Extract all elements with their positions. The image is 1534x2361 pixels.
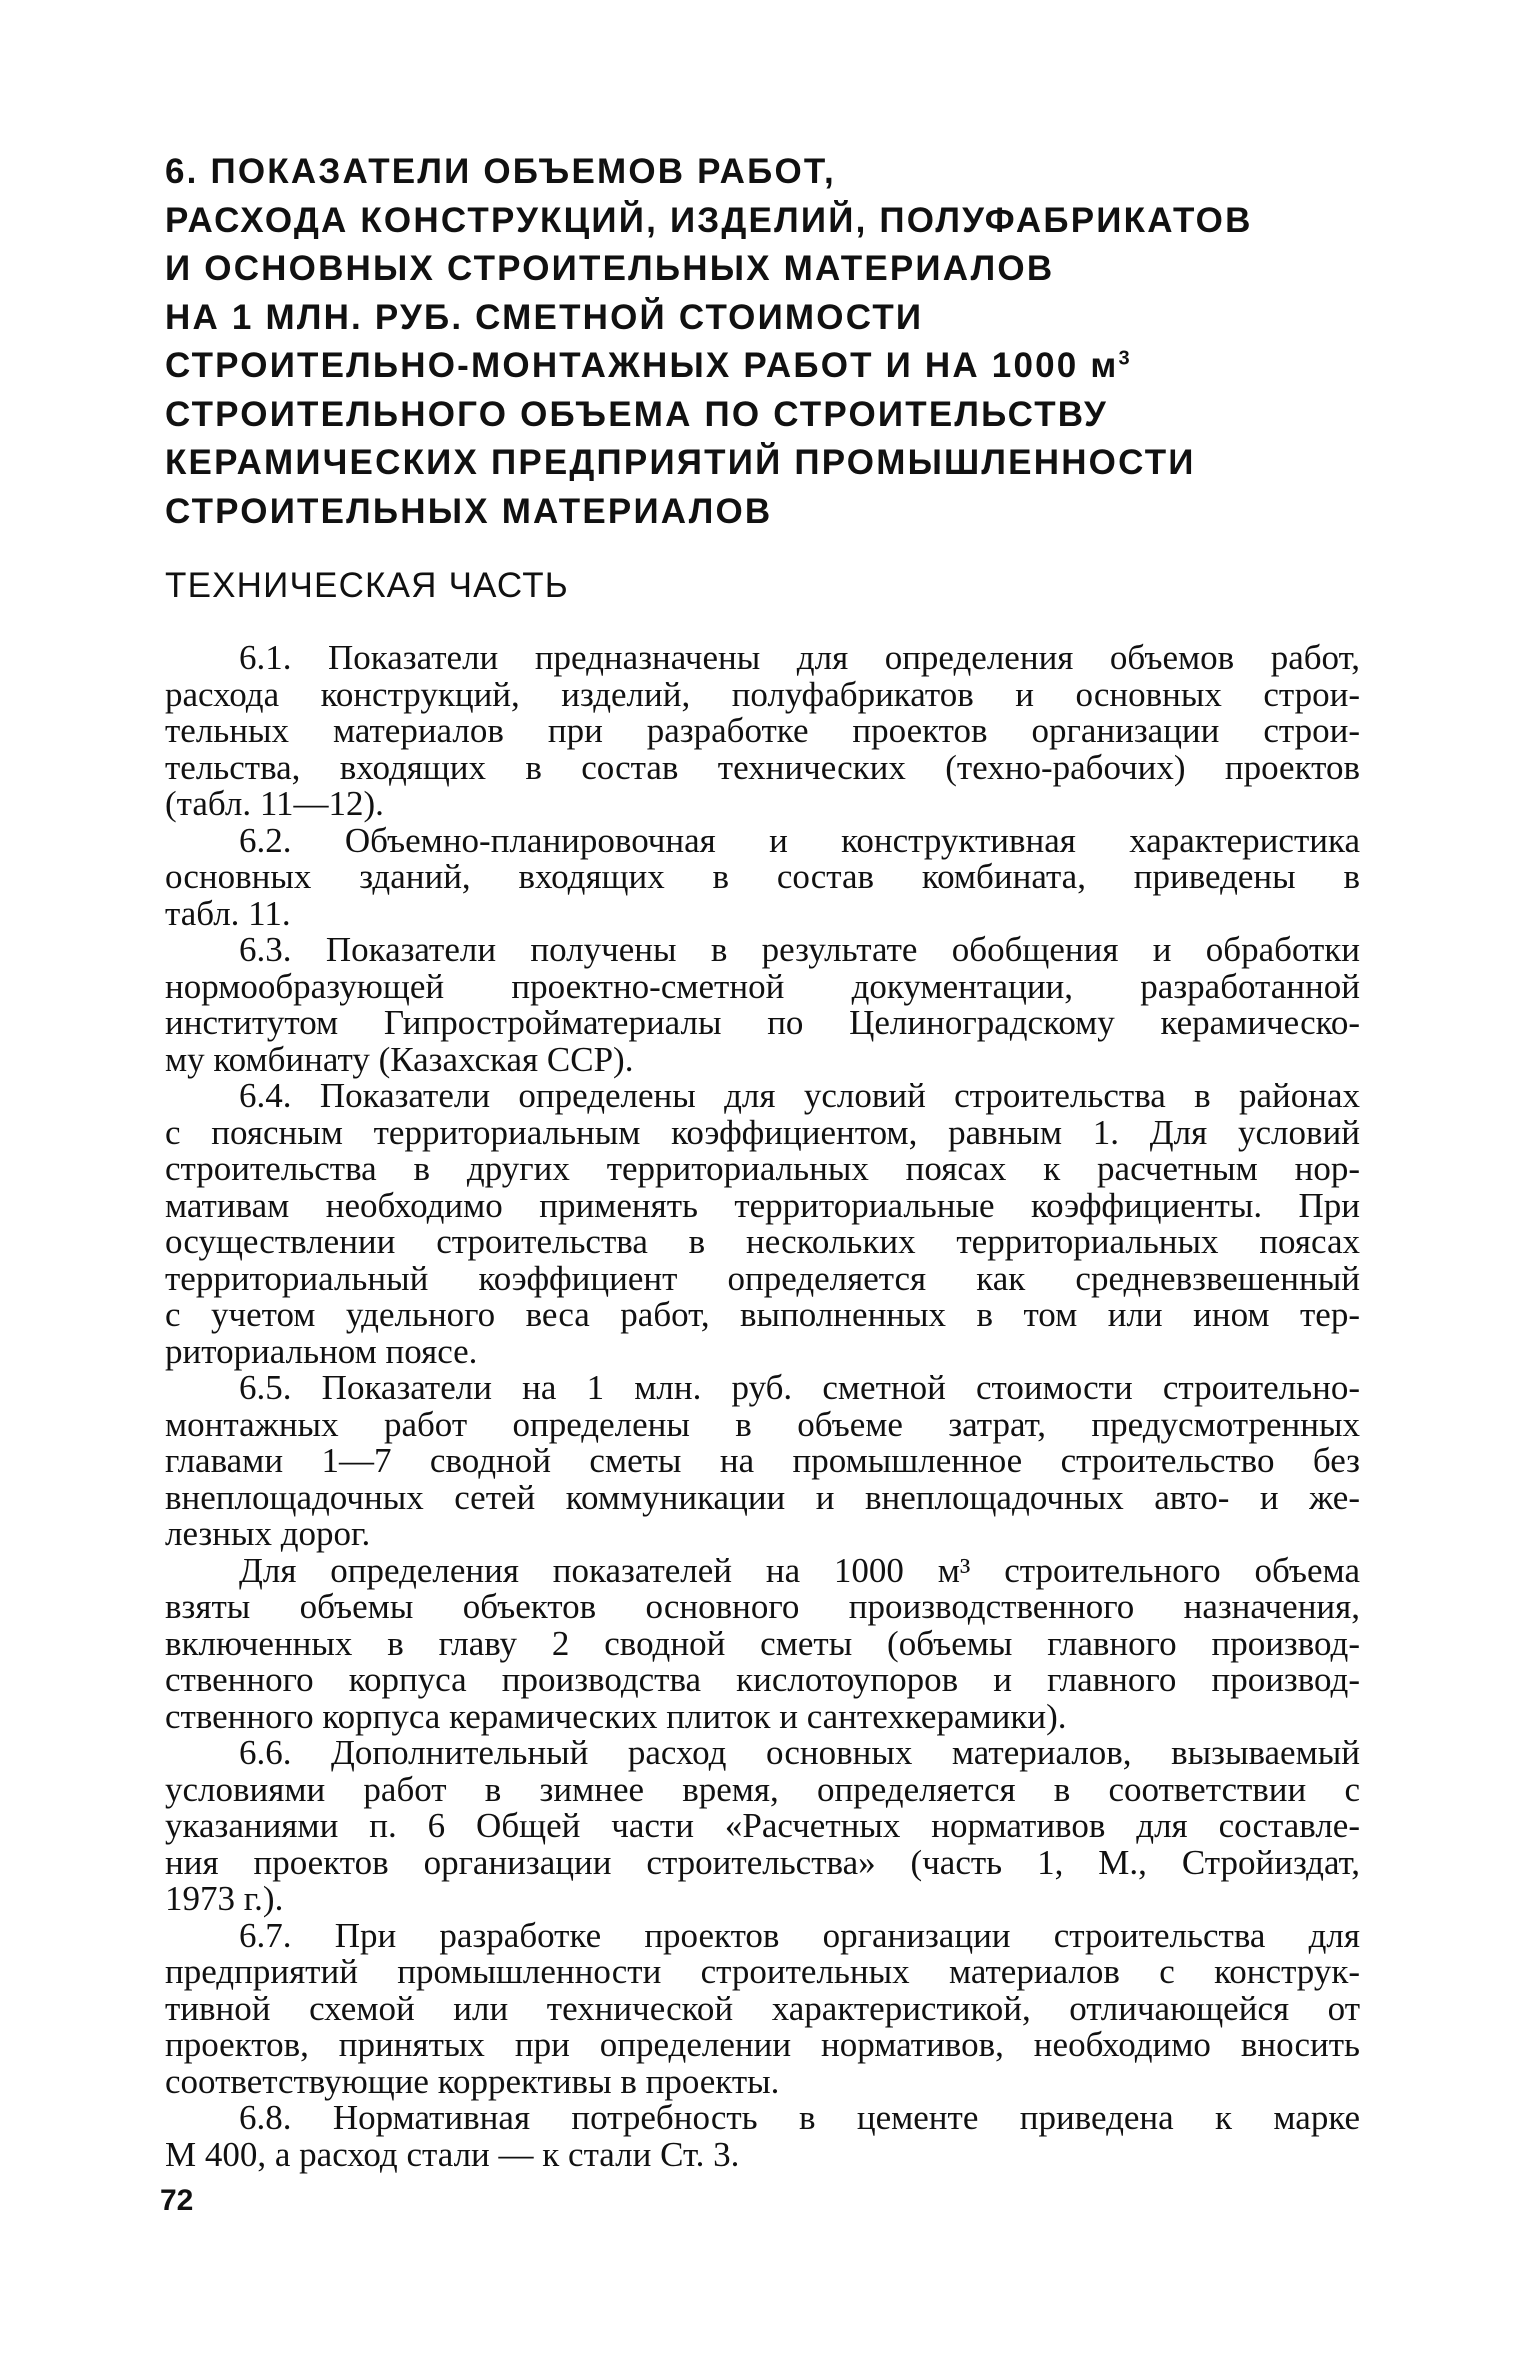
text-line: 6.1. Показатели предназначены для определения объемов работ,	[239, 638, 1360, 677]
paragraph-6-4	[165, 1078, 1360, 1370]
text-line: мативам необходимо применять территориальные коэффициенты. При	[165, 1185, 1360, 1225]
text-line: указаниями п. 6 Общей части «Расчетных нормативов для составле-	[165, 1806, 1360, 1845]
text-line: ственного корпуса производства кислотоупоров и главного производ-	[165, 1660, 1360, 1699]
heading-line: СТРОИТЕЛЬНЫХ МАТЕРИАЛОВ	[165, 491, 773, 531]
text-line: табл. 11.	[165, 893, 291, 933]
text-line: условиями работ в зимнее время, определяется в соответствии с	[165, 1769, 1360, 1809]
paragraph-6-5-continued	[165, 1550, 1360, 1736]
text-line: 6.5. Показатели на 1 млн. руб. сметной стоимости строительно-	[239, 1368, 1360, 1407]
heading-line: КЕРАМИЧЕСКИХ ПРЕДПРИЯТИЙ ПРОМЫШЛЕННОСТИ	[165, 443, 1196, 482]
text-line: осуществлении строительства в нескольких территориальных поясах	[165, 1222, 1360, 1261]
text-line: тельных материалов при разработке проектов организации строи-	[165, 711, 1360, 750]
text-line: соответствующие коррективы в проекты.	[165, 2061, 780, 2101]
body-text	[165, 640, 1360, 2173]
text-line: риториальном поясе.	[165, 1331, 478, 1371]
text-line: проектов, принятых при определении нормативов, необходимо вносить	[165, 2025, 1360, 2064]
heading-line: РАСХОДА КОНСТРУКЦИЙ, ИЗДЕЛИЙ, ПОЛУФАБРИКАТОВ	[165, 200, 1253, 240]
text-line: ния проектов организации строительства» (часть 1, М., Стройиздат,	[165, 1842, 1360, 1882]
text-line: нормообразующей проектно-сметной документации, разработанной	[165, 966, 1360, 1006]
heading-line: 6. ПОКАЗАТЕЛИ ОБЪЕМОВ РАБОТ,	[165, 152, 836, 191]
text-line: монтажных работ определены в объеме затрат, предусмотренных	[165, 1404, 1360, 1444]
paragraph-6-8	[165, 2100, 1360, 2173]
text-line: лезных дорог.	[165, 1514, 371, 1553]
text-line: территориальный коэффициент определяется как средневзвешенный	[165, 1258, 1360, 1298]
text-line: тельства, входящих в состав технических (техно-рабочих) проектов	[165, 747, 1360, 787]
text-line: 6.6. Дополнительный расход основных материалов, вызываемый	[239, 1733, 1360, 1772]
text-line: (табл. 11—12).	[165, 784, 384, 823]
heading-line-text: СТРОИТЕЛЬНО-МОНТАЖНЫХ РАБОТ И НА 1000 м	[165, 346, 1119, 385]
section-heading	[165, 148, 1365, 536]
paragraph-6-2	[165, 820, 1360, 933]
heading-line-with-superscript	[165, 342, 1365, 391]
text-line: институтом Гипростройматериалы по Целиноградскому керамическо-	[165, 1003, 1360, 1042]
paragraph-6-3	[165, 932, 1360, 1078]
heading-line: И ОСНОВНЫХ СТРОИТЕЛЬНЫХ МАТЕРИАЛОВ	[165, 249, 1055, 288]
text-line: расхода конструкций, изделий, полуфабрикатов и основных строи-	[165, 674, 1360, 714]
text-line: 6.3. Показатели получены в результате обобщения и обработки	[239, 930, 1360, 969]
text-line: основных зданий, входящих в состав комбината, приведены в	[165, 857, 1360, 896]
text-line: строительства в других территориальных поясах к расчетным нор-	[165, 1149, 1360, 1188]
text-line: 6.2. Объемно-планировочная и конструктивная характеристика	[239, 820, 1360, 860]
text-line: 6.8. Нормативная потребность в цементе приведена к марке	[239, 2098, 1360, 2137]
text-line: внеплощадочных сетей коммуникации и внеплощадочных авто- и же-	[165, 1477, 1360, 1517]
heading-line: СТРОИТЕЛЬНОГО ОБЪЕМА ПО СТРОИТЕЛЬСТВУ	[165, 394, 1108, 434]
page-number: 72	[160, 2184, 194, 2217]
technical-part-subheading: ТЕХНИЧЕСКАЯ ЧАСТЬ	[165, 566, 569, 605]
heading-superscript: 3	[1118, 347, 1132, 370]
text-line: с поясным территориальным коэффициентом, равным 1. Для условий	[165, 1112, 1360, 1152]
paragraph-6-6	[165, 1735, 1360, 1918]
heading-line: НА 1 МЛН. РУБ. СМЕТНОЙ СТОИМОСТИ	[165, 297, 924, 337]
text-line: с учетом удельного веса работ, выполненных в том или ином тер-	[165, 1295, 1360, 1334]
text-line: ственного корпуса керамических плиток и сантехкерамики).	[165, 1696, 1067, 1736]
text-line: 6.7. При разработке проектов организации строительства для	[239, 1915, 1360, 1955]
text-line: му комбинату (Казахская ССР).	[165, 1039, 634, 1079]
text-line: взяты объемы объектов основного производственного назначения,	[165, 1587, 1360, 1626]
text-line: 1973 г.).	[165, 1879, 284, 1918]
paragraph-6-1	[165, 640, 1360, 823]
text-line: предприятий промышленности строительных материалов с конструк-	[165, 1952, 1360, 1991]
paragraph-6-7	[165, 1915, 1360, 2101]
text-line: тивной схемой или технической характеристикой, отличающейся от	[165, 1988, 1360, 2028]
text-line: М 400, а расход стали — к стали Ст. 3.	[165, 2134, 740, 2174]
text-line: 6.4. Показатели определены для условий строительства в районах	[239, 1076, 1360, 1115]
text-line: включенных в главу 2 сводной сметы (объемы главного производ-	[165, 1623, 1360, 1663]
paragraph-6-5	[165, 1370, 1360, 1553]
text-line: главами 1—7 сводной сметы на промышленное строительство без	[165, 1441, 1360, 1480]
text-line: Для определения показателей на 1000 м³ строительного объема	[239, 1550, 1360, 1590]
